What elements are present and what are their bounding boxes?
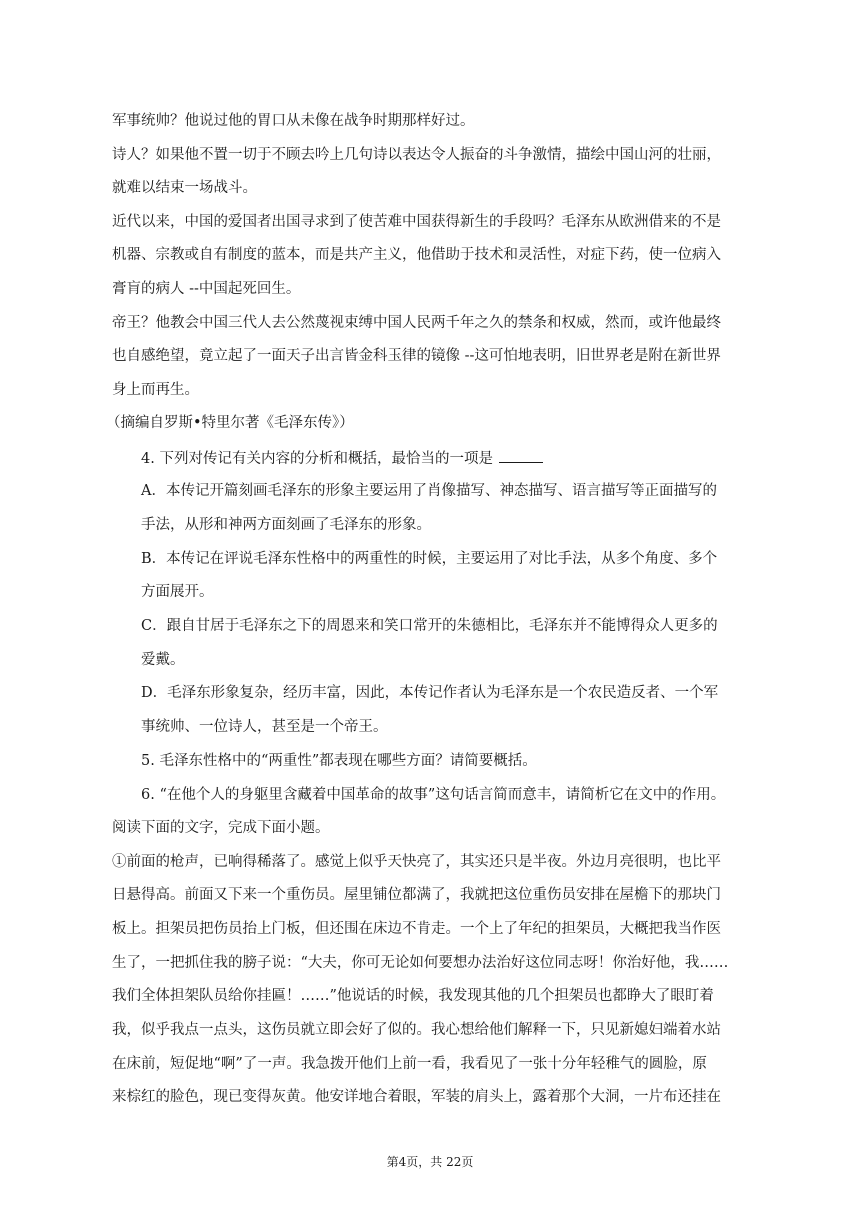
text-line: 近代以来，中国的爱国者出国寻求到了使苦难中国获得新生的手段吗？毛泽东从欧洲借来的不是 xyxy=(112,214,721,230)
text-line: 生了，一把抓住我的膀子说：“大夫，你可无论如何要想办法治好这位同志呀！你治好他，我…… xyxy=(112,955,729,971)
option-a-line2: 手法，从形和神两方面刻画了毛泽东的形象。 xyxy=(141,517,431,533)
question-6: 6. “在他个人的身躯里含藏着中国革命的故事”这句话言简而意丰，请简析它在文中的作用。 xyxy=(141,787,726,803)
text-line: 诗人？如果他不置一切于不顾去吟上几句诗以表达令人振奋的斗争激情，描绘中国山河的壮丽， xyxy=(112,147,721,163)
option-d-line2: 事统帅、一位诗人，甚至是一个帝王。 xyxy=(141,719,388,735)
text-line: 机器、宗教或自有制度的蓝本，而是共产主义，他借助于技术和灵活性，对症下药，使一位病入 xyxy=(112,247,721,263)
text-line: 身上而再生。 xyxy=(112,382,199,398)
option-d-line1: D．毛泽东形象复杂，经历丰富，因此，本传记作者认为毛泽东是一个农民造反者、一个军 xyxy=(141,685,719,701)
source-citation: （摘编自罗斯•特里尔著《毛泽东传》） xyxy=(106,415,354,431)
option-c-line2: 爱戴。 xyxy=(141,652,185,668)
text-line: 也自感绝望，竟立起了一面天子出言皆金科玉律的镜像 --这可怕地表明，旧世界老是附在新世界 xyxy=(112,348,721,364)
text-line: 膏肓的病人 --中国起死回生。 xyxy=(112,281,301,297)
question-4 xyxy=(141,448,543,469)
option-b-line1: B．本传记在评说毛泽东性格中的两重性的时候，主要运用了对比手法，从多个角度、多个 xyxy=(141,551,718,567)
question-5: 5. 毛泽东性格中的“两重性”都表现在哪些方面？请简要概括。 xyxy=(141,753,537,769)
text-line: ①前面的枪声，已响得稀落了。感觉上似乎天快亮了，其实还只是半夜。外边月亮很明，也比平 xyxy=(112,854,721,870)
text-line: 在床前，短促地“啊”了一声。我急拨开他们上前一看，我看见了一张十分年轻稚气的圆脸，原 xyxy=(112,1056,707,1072)
text-line: 板上。担架员把伤员抬上门板，但还围在床边不肯走。一个上了年纪的担架员，大概把我当作医 xyxy=(112,921,721,937)
answer-blank xyxy=(499,448,543,463)
page-footer: 第4页，共 22页 xyxy=(386,1155,474,1169)
text-line: 就难以结束一场战斗。 xyxy=(112,180,257,196)
text-line: 军事统帅？他说过他的胃口从未像在战争时期那样好过。 xyxy=(112,113,475,129)
text-line: 帝王？他教会中国三代人去公然蔑视束缚中国人民两千年之久的禁条和权威，然而，或许他最终 xyxy=(112,315,721,331)
option-b-line2: 方面展开。 xyxy=(141,584,214,600)
question-4-text: 4. 下列对传记有关内容的分析和概括，最恰当的一项是 xyxy=(141,451,493,467)
option-c-line1: C．跟自甘居于毛泽东之下的周恩来和笑口常开的朱德相比，毛泽东并不能博得众人更多的 xyxy=(141,618,718,634)
text-line: 我，似乎我点一点头，这伤员就立即会好了似的。我心想给他们解释一下，只见新媳妇端着水站 xyxy=(112,1022,721,1038)
text-line: 来棕红的脸色，现已变得灰黄。他安详地合着眼，军装的肩头上，露着那个大洞，一片布还挂在 xyxy=(112,1089,721,1105)
text-line: 日悬得高。前面又下来一个重伤员。屋里铺位都满了，我就把这位重伤员安排在屋檐下的那块门 xyxy=(112,887,721,903)
option-a-line1: A．本传记开篇刻画毛泽东的形象主要运用了肖像描写、神态描写、语言描写等正面描写的 xyxy=(141,483,717,499)
reading-instruction: 阅读下面的文字，完成下面小题。 xyxy=(112,820,330,836)
text-line: 我们全体担架队员给你挂匾！……”他说话的时候，我发现其他的几个担架员也都睁大了眼盯着 xyxy=(112,988,714,1004)
